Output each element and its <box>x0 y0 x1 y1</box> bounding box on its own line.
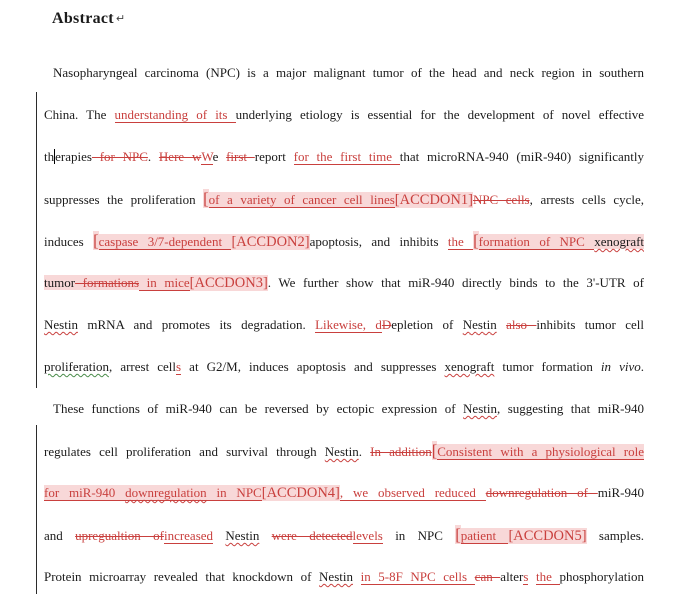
text-run: phosphorylation <box>559 569 644 584</box>
text-run: underlying etiology is essential for the development of novel effective <box>235 107 644 122</box>
text-line[interactable] <box>44 178 644 220</box>
text-run: Nestin <box>324 444 359 459</box>
text-run: can <box>474 569 501 584</box>
text-run: , suggesting that miR-940 <box>496 401 644 416</box>
text-line[interactable] <box>44 388 644 430</box>
comment-marker[interactable]: [ACCDON4] <box>261 485 340 501</box>
text-line[interactable] <box>44 556 644 598</box>
text-run <box>213 528 225 543</box>
text-run: s <box>523 569 529 584</box>
text-run: the <box>447 234 474 249</box>
text-run: inhibits tumor cell <box>536 317 644 332</box>
text-run: patient <box>460 528 509 543</box>
text-run: the <box>536 569 560 584</box>
text-run: levels <box>352 528 383 543</box>
text-run: in mice <box>139 275 190 290</box>
text-line[interactable] <box>44 304 644 346</box>
comment-marker[interactable]: [ACCDON1] <box>394 192 473 208</box>
text-run: , arrests cells cycle, <box>529 192 644 207</box>
text-run: Nestin <box>462 317 497 332</box>
text-run: Likewise, d <box>315 317 382 332</box>
text-run: . <box>640 359 644 374</box>
comment-range-bracket: [ <box>455 525 461 544</box>
text-run: China. The <box>44 107 115 122</box>
comment-range-bracket: [ <box>431 441 438 460</box>
text-run: for the first time <box>293 149 400 164</box>
section-title-text: Abstract <box>52 10 114 27</box>
text-run: Protein microarray revealed that knockdown of <box>44 569 320 584</box>
text-run: alter <box>500 569 524 584</box>
text-run: tumor formation <box>494 359 601 374</box>
text-run: D <box>381 317 392 332</box>
text-run: downregulation <box>125 485 207 500</box>
text-run: miR-940 <box>597 485 644 500</box>
text-run <box>528 569 536 584</box>
text-line[interactable] <box>44 262 644 304</box>
text-run: formations <box>75 275 140 290</box>
text-run: These functions of miR-940 can be reversed by ectopic expression of <box>53 401 464 416</box>
text-run: caspase 3/7-dependent <box>98 234 232 249</box>
text-run: In addition <box>370 444 432 459</box>
text-run: Consistent with a physiological role <box>437 444 644 459</box>
text-run: Nasopharyngeal carcinoma (NPC) is a major malignant tumor of the head and neck region in southern <box>53 65 644 80</box>
text-run: erapies <box>55 149 92 164</box>
comment-marker[interactable]: [ACCDON2] <box>231 234 310 250</box>
text-run: . We further show that miR-940 directly binds to the 3'-UTR of <box>267 275 644 290</box>
text-line[interactable] <box>44 514 644 556</box>
text-line[interactable] <box>44 346 644 388</box>
comment-range-bracket: [ <box>93 231 99 250</box>
comment-marker[interactable]: [ACCDON5] <box>508 528 587 544</box>
document-body[interactable] <box>44 52 644 598</box>
text-run: epletion of <box>391 317 463 332</box>
text-run <box>497 317 506 332</box>
text-run: , we observed reduced <box>339 485 486 500</box>
revision-change-bar <box>36 425 37 594</box>
text-line[interactable] <box>44 430 644 472</box>
text-run: apoptosis, and inhibits <box>309 234 448 249</box>
paragraph-mark-icon: ↵ <box>115 13 126 25</box>
revision-change-bar <box>36 92 37 388</box>
comment-marker[interactable]: [ACCDON3] <box>189 275 268 291</box>
text-run: , arrest cell <box>108 359 177 374</box>
text-run: in NPC <box>206 485 262 500</box>
text-run: suppresses the proliferation <box>44 192 204 207</box>
text-line[interactable] <box>44 136 644 178</box>
text-run: also <box>506 317 537 332</box>
text-run: proliferation <box>44 359 109 374</box>
text-run: induces <box>44 234 94 249</box>
text-run: xenograft <box>444 359 495 374</box>
text-run: in NPC <box>382 528 456 543</box>
text-run: understanding of its <box>114 107 236 122</box>
text-run: NPC cells <box>472 192 530 207</box>
text-run: regulates cell proliferation and survival through <box>44 444 325 459</box>
text-run <box>259 528 271 543</box>
text-run: formation of NPC <box>478 234 595 249</box>
text-run: downregulation of <box>485 485 598 500</box>
text-line[interactable] <box>44 472 644 514</box>
comment-range-bracket: [ <box>473 231 479 250</box>
text-run: th <box>44 149 55 164</box>
text-run: that microRNA-940 (miR-940) significantly <box>399 149 644 164</box>
text-run: at G2/M, induces apoptosis and suppresses <box>181 359 445 374</box>
text-run: in vivo <box>600 359 641 374</box>
text-run: . <box>358 444 371 459</box>
text-run: xenograft <box>594 234 644 249</box>
text-run: first <box>226 149 255 164</box>
text-run: Nestin <box>225 528 260 543</box>
text-run: Nestin <box>44 317 78 332</box>
text-run: samples. <box>586 528 644 543</box>
text-run: upregualtion of <box>75 528 164 543</box>
text-run: mRNA and promotes its degradation. <box>77 317 316 332</box>
text-run: increased <box>163 528 214 543</box>
comment-range-bracket: [ <box>203 189 209 208</box>
text-line[interactable] <box>44 52 644 94</box>
text-run: s <box>176 359 182 374</box>
text-run: e <box>212 149 227 164</box>
text-run: tumor <box>44 275 76 290</box>
text-run: report <box>254 149 294 164</box>
text-line[interactable] <box>44 94 644 136</box>
text-run: of a variety of cancer cell lines <box>208 192 395 207</box>
text-run: . <box>147 149 159 164</box>
text-run: in 5-8F NPC cells <box>360 569 475 584</box>
text-run: Nestin <box>463 401 497 416</box>
text-run: Here w <box>158 149 202 164</box>
section-title <box>52 10 125 28</box>
text-run: and <box>44 528 76 543</box>
text-run: Nestin <box>319 569 353 584</box>
text-run: for NPC <box>91 149 148 164</box>
text-run <box>353 569 361 584</box>
text-run: were detected <box>271 528 353 543</box>
text-run: for miR-940 <box>44 485 126 500</box>
text-run: W <box>201 149 213 164</box>
text-line[interactable] <box>44 220 644 262</box>
